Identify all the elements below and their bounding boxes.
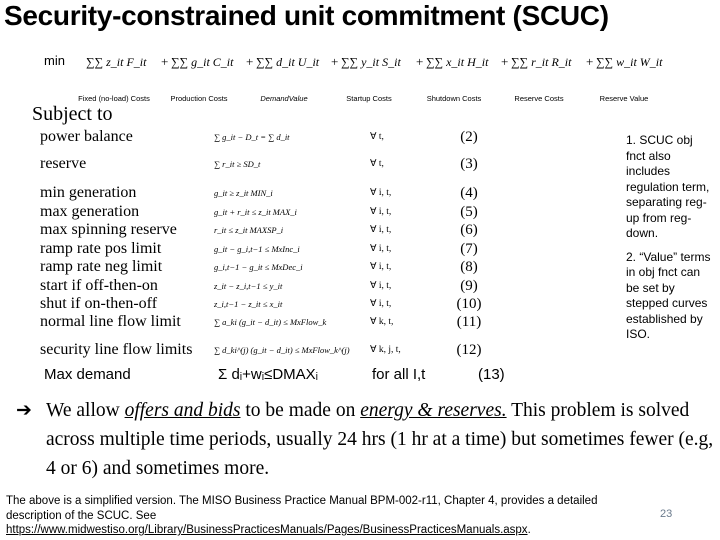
constraint-forall: ∀ k, t,: [370, 317, 394, 327]
plus-sign: +: [246, 54, 254, 69]
bullet-emph-offers: offers and bids: [124, 400, 241, 421]
bullet-text-pre: We allow: [46, 400, 125, 421]
constraint-forall: ∀ i, t,: [370, 244, 392, 254]
bullet-emph-energy: energy & reserves.: [360, 400, 507, 421]
constraint-forall: ∀ k, j, t,: [370, 345, 401, 355]
objective-term: ∑∑ g_it C_it: [171, 55, 234, 69]
objective-term-caption: Reserve Value: [599, 94, 649, 103]
objective-term-caption: Fixed (no-load) Costs: [78, 94, 150, 103]
side-note-2: 2. “Value” terms in obj fnct can be set by stepped curves established by ISO.: [626, 249, 711, 341]
constraint-math: ∑ d_ki^(j) (g_it − d_it) ≤ MxFlow_k^(j): [214, 345, 350, 355]
constraint-eq-number: (5): [460, 204, 478, 220]
constraint-label: start if off-then-on: [40, 277, 158, 294]
constraint-label: ramp rate neg limit: [40, 258, 163, 275]
constraint-label: shut if on-then-off: [40, 295, 158, 312]
objective-term-caption: Production Costs: [170, 94, 228, 103]
objective-term: ∑∑ d_it U_it: [256, 55, 320, 69]
constraint-math: r_it ≤ z_it MAXSP_i: [214, 225, 284, 235]
constraint-math: g_it + r_it ≤ z_it MAX_i: [214, 207, 297, 217]
constraint-math: z_i,t−1 − z_it ≤ x_it: [214, 299, 283, 309]
plus-sign: +: [586, 54, 594, 69]
constraint-forall: ∀ t,: [370, 159, 384, 169]
footnote-link-suffix: .: [527, 524, 531, 536]
plus-sign: +: [416, 54, 424, 69]
max-demand-math: Σ dᵢ+wᵢ≤DMAXᵢ: [218, 366, 319, 383]
page-number: 23: [660, 508, 673, 520]
constraint-label: power balance: [40, 128, 133, 145]
constraint-forall: ∀ i, t,: [370, 281, 392, 291]
constraint-math: ∑ g_it − D_t = ∑ d_it: [214, 132, 290, 142]
constraint-math: g_it − g_i,t−1 ≤ MxInc_i: [214, 244, 300, 254]
constraint-forall: ∀ i, t,: [370, 207, 392, 217]
max-demand-forall: for all I,t: [372, 366, 426, 383]
constraint-eq-number: (9): [460, 278, 478, 294]
side-note-1: 1. SCUC obj fnct also includes regulation term, separating reg-up from reg-down.: [626, 133, 710, 240]
min-label: min: [44, 53, 65, 68]
constraint-forall: ∀ i, t,: [370, 262, 392, 272]
constraint-math: z_it − z_i,t−1 ≤ y_it: [214, 281, 283, 291]
constraint-eq-number: (10): [456, 296, 482, 312]
objective-term: ∑∑ w_it W_it: [596, 55, 663, 69]
constraint-label: max generation: [40, 203, 140, 220]
objective-term-caption: Shutdown Costs: [426, 94, 482, 103]
objective-term: ∑∑ x_it H_it: [426, 55, 489, 69]
constraint-label: security line flow limits: [40, 341, 193, 358]
main-bullet: [16, 396, 716, 483]
objective-term-caption: DemandValue: [260, 94, 308, 103]
constraint-math: g_it ≥ z_it MIN_i: [214, 188, 273, 198]
bullet-text-mid: to be made on: [240, 400, 361, 421]
objective-function: [44, 48, 674, 106]
constraint-eq-number: (8): [460, 259, 478, 275]
constraint-label: ramp rate pos limit: [40, 240, 162, 257]
constraint-eq-number: (7): [460, 241, 478, 257]
constraint-eq-number: (12): [456, 342, 482, 358]
max-demand-eq-number: (13): [478, 366, 505, 383]
constraint-label: normal line flow limit: [40, 313, 181, 330]
footnote: [6, 494, 646, 538]
side-notes: [626, 133, 714, 351]
constraint-math: ∑ r_it ≥ SD_t: [214, 159, 261, 169]
constraint-label: max spinning reserve: [40, 221, 177, 238]
footnote-link[interactable]: https://www.midwestiso.org/Library/BusinessPracticesManuals/Pages/BusinessPracticesManuals.aspx: [6, 524, 528, 536]
constraint-label: min generation: [40, 184, 137, 201]
constraint-eq-number: (4): [460, 185, 478, 201]
constraint-label: reserve: [40, 155, 87, 172]
footnote-text: The above is a simplified version. The MISO Business Practice Manual BPM-002-r11, Chapter 4, provides a detailed description of the SCUC. See: [6, 495, 598, 522]
constraint-forall: ∀ t,: [370, 132, 384, 142]
objective-term-caption: Reserve Costs: [514, 94, 564, 103]
plus-sign: +: [161, 54, 169, 69]
constraint-forall: ∀ i, t,: [370, 225, 392, 235]
objective-term-caption: Startup Costs: [346, 94, 392, 103]
objective-term: ∑∑ z_it F_it: [86, 55, 147, 69]
plus-sign: +: [501, 54, 509, 69]
constraint-eq-number: (2): [460, 129, 478, 145]
objective-term: ∑∑ r_it R_it: [511, 55, 572, 69]
subject-to-label: Subject to: [32, 103, 113, 125]
constraint-math: ∑ a_ki (g_it − d_it) ≤ MxFlow_k: [214, 317, 327, 327]
slide-title: Security-constrained unit commitment (SCUC): [4, 0, 609, 31]
constraint-eq-number: (6): [460, 222, 478, 238]
plus-sign: +: [331, 54, 339, 69]
bullet-text-post: This problem is solved across multiple time periods, usually 24 hrs (1 hr at a time) but sometimes fewer (e.g, 4 or 6) and sometimes more.: [46, 400, 714, 479]
arrow-bullet-icon: ➔: [16, 399, 32, 421]
constraint-eq-number: (11): [456, 314, 482, 330]
constraint-eq-number: (3): [460, 156, 478, 172]
constraint-forall: ∀ i, t,: [370, 188, 392, 198]
constraint-forall: ∀ i, t,: [370, 299, 392, 309]
max-demand-label: Max demand: [44, 366, 131, 383]
objective-term: ∑∑ y_it S_it: [341, 55, 401, 69]
constraint-math: g_i,t−1 − g_it ≤ MxDec_i: [214, 262, 303, 272]
